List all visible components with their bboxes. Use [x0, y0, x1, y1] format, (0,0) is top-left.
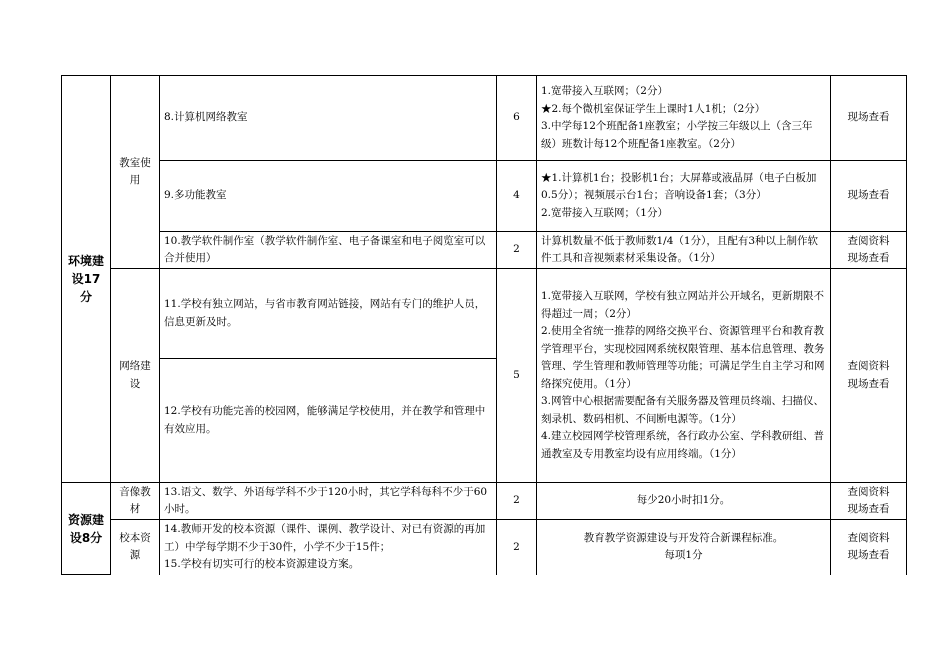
- category-label: 环境建设17分: [67, 254, 104, 304]
- method-line: 现场查看: [847, 252, 890, 264]
- group-label: 音像教材: [119, 485, 151, 515]
- table-row: [62, 269, 907, 359]
- group-media: [111, 483, 160, 520]
- table-row: [62, 520, 907, 575]
- category-res: [62, 483, 111, 575]
- group-label: 网络建设: [119, 360, 151, 390]
- criteria-cell: [537, 76, 831, 161]
- criteria-line: 2.宽带接入互联网；（1分）: [541, 206, 668, 219]
- score-cell: 2: [497, 520, 537, 575]
- criteria-cell: [537, 269, 831, 483]
- criteria-line: 3.网管中心根据需要配备有关服务器及管理员终端、扫描仪、刻录机、数码相机、不间断电源等。（1分）: [541, 395, 825, 425]
- method-line: 查阅资料: [847, 234, 890, 247]
- method-line: 查阅资料: [847, 360, 890, 372]
- group-school: [111, 520, 160, 575]
- criteria-line: ★2.每个微机室保证学生上课时1人1机；（2分）: [541, 102, 766, 115]
- criteria-line: 每项1分: [664, 549, 703, 562]
- method-cell: [831, 232, 907, 269]
- method-line: 查阅资料: [847, 485, 890, 498]
- item-cell: 9.多功能教室: [160, 161, 497, 232]
- method-cell: 现场查看: [831, 161, 907, 232]
- item-cell: 13.语文、数学、外语每学科不少于120小时，其它学科每科不少于60小时。: [160, 483, 497, 520]
- item-cell: 10.教学软件制作室（教学软件制作室、电子备课室和电子阅览室可以合并使用）: [160, 232, 497, 269]
- score-cell: 5: [497, 269, 537, 483]
- criteria-cell: 计算机数量不低于教师数1/4（1分），且配有3种以上制作软件工具和音视频素材采集设备。（1分）: [537, 232, 831, 269]
- method-line: 查阅资料: [847, 531, 890, 544]
- criteria-cell: [537, 520, 831, 575]
- category-label: 资源建设8分: [67, 512, 104, 545]
- table-row: [62, 161, 907, 232]
- criteria-line: 教育教学资源建设与开发符合新课程标准。: [583, 531, 784, 544]
- group-classroom: [111, 76, 160, 269]
- method-cell: 现场查看: [831, 76, 907, 161]
- item-cell: 8.计算机网络教室: [160, 76, 497, 161]
- method-line: 现场查看: [847, 503, 890, 515]
- item-cell: [160, 520, 497, 575]
- item-line: 14.教师开发的校本资源（课件、课例、教学设计、对已有资源的再加工）中学每学期不少于30件，小学不少于15件；: [164, 523, 486, 553]
- table-row: [62, 483, 907, 520]
- criteria-cell: [537, 161, 831, 232]
- criteria-line: 3.中学每12个班配备1座教室；小学按三年级以上（含三年级）班数计每12个班配备1座教室。（2分）: [541, 120, 813, 150]
- table-row: [62, 76, 907, 161]
- item-cell: 11.学校有独立网站，与省市教育网站链接，网站有专门的维护人员，信息更新及时。: [160, 269, 497, 359]
- group-network: [111, 269, 160, 483]
- criteria-line: ★1.计算机1台；投影机1台；大屏幕或液晶屏（电子白板加0.5分）；视频展示台1台；音响设备1套；（3分）: [541, 171, 817, 202]
- criteria-line: 4.建立校园网学校管理系统，各行政办公室、学科教研组、普通教室及专用教室均设有应用终端。（1分）: [541, 430, 825, 460]
- item-line: 15.学校有切实可行的校本资源建设方案。: [164, 558, 360, 570]
- group-label: 教室使用: [119, 156, 151, 186]
- item-cell: 12.学校有功能完善的校园网，能够满足学校使用，并在教学和管理中有效应用。: [160, 359, 497, 483]
- criteria-line: 1.宽带接入互联网，学校有独立网站并公开域名，更新期限不得超过一周；（2分）: [541, 290, 825, 320]
- score-cell: 6: [497, 76, 537, 161]
- criteria-cell: 每少20小时扣1分。: [537, 483, 831, 520]
- group-label: 校本资源: [119, 531, 151, 562]
- category-env: [62, 76, 111, 483]
- method-line: 现场查看: [847, 377, 890, 390]
- evaluation-table: [61, 75, 907, 575]
- criteria-line: 1.宽带接入互联网；（2分）: [541, 85, 668, 97]
- score-cell: 4: [497, 161, 537, 232]
- score-cell: 2: [497, 232, 537, 269]
- method-line: 现场查看: [847, 549, 890, 562]
- criteria-line: 2.使用全省统一推荐的网络交换平台、资源管理平台和教育教学管理平台，实现校园网系统权限管理、基本信息管理、教务管理、学生管理和教师管理等功能；可满足学生自主学习和网络探究使用。（1分）: [541, 325, 825, 390]
- score-cell: 2: [497, 483, 537, 520]
- method-cell: [831, 520, 907, 575]
- method-cell: [831, 483, 907, 520]
- table-row: [62, 232, 907, 269]
- method-cell: [831, 269, 907, 483]
